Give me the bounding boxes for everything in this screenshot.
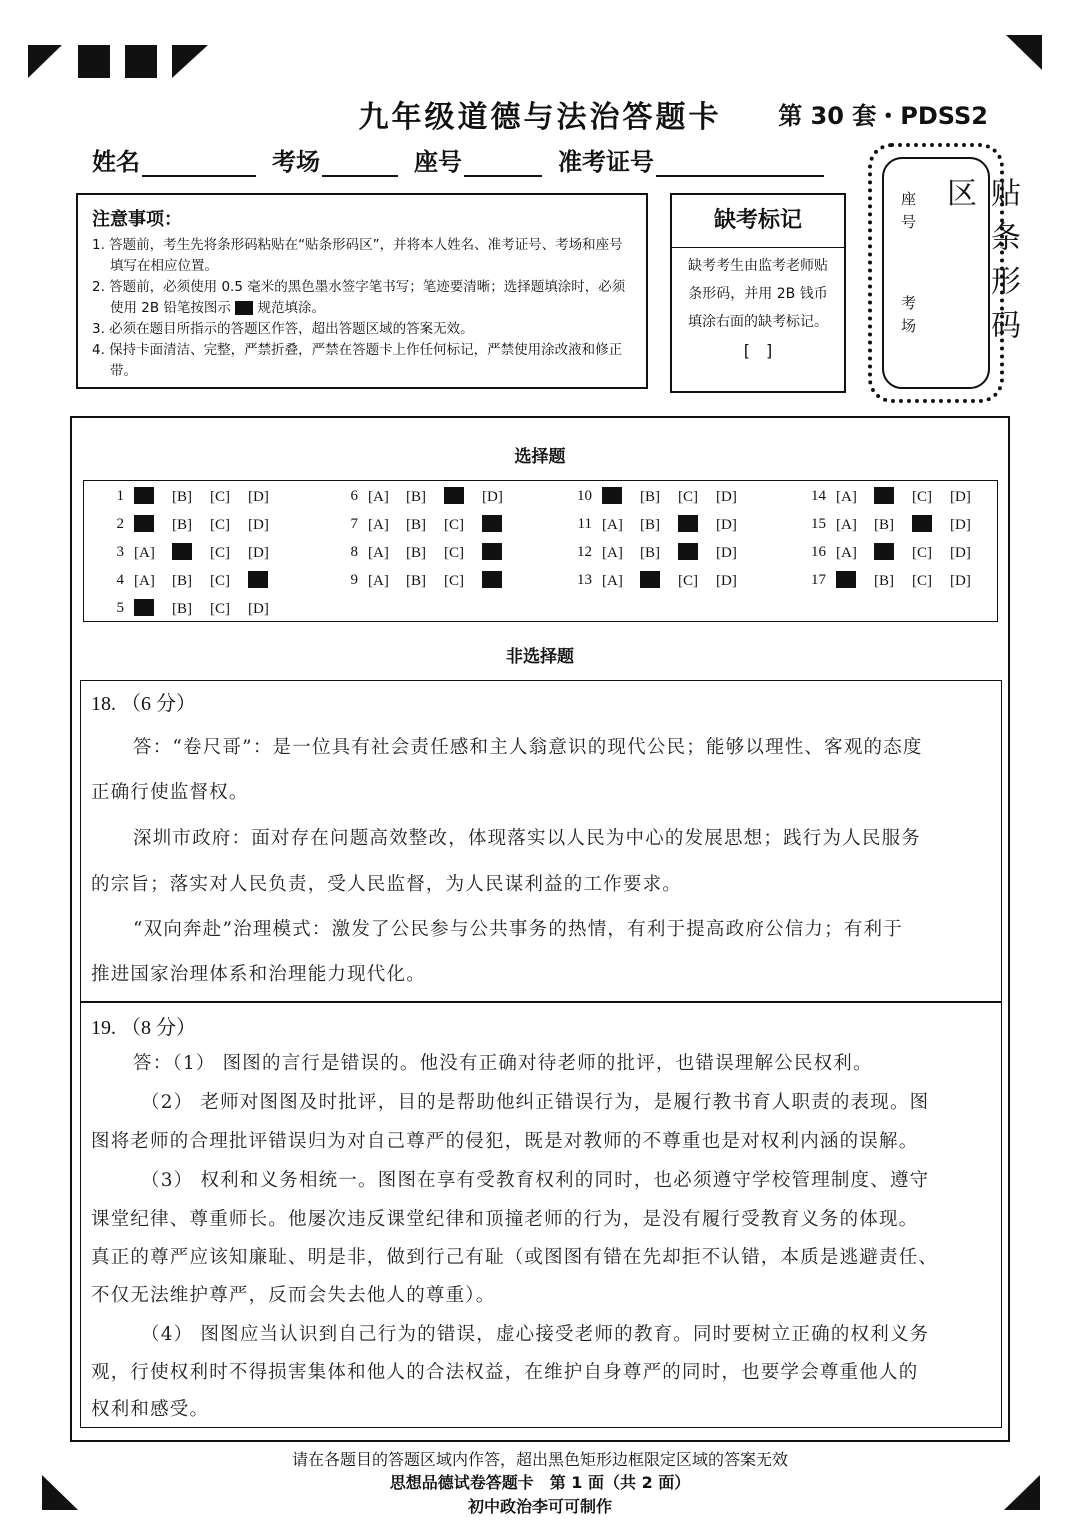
option-c[interactable]: [C]: [210, 488, 230, 505]
question-number: 16: [811, 544, 826, 560]
option-d[interactable]: [D]: [248, 488, 269, 505]
option-a[interactable]: [A]: [602, 572, 623, 589]
room-field[interactable]: [322, 147, 398, 177]
question-number: 10: [577, 488, 592, 504]
filled-bubble: [482, 515, 502, 532]
option-a[interactable]: [A]: [836, 488, 857, 505]
top-square-mark-1: [78, 45, 110, 78]
option-b[interactable]: [B]: [172, 488, 192, 505]
question-number: 6: [350, 488, 358, 504]
option-d-filled[interactable]: [482, 567, 520, 595]
option-b[interactable]: [B]: [172, 572, 192, 589]
option-a[interactable]: [A]: [368, 516, 389, 533]
student-info-row: [92, 142, 840, 177]
top-right-triangle-mark: [1006, 35, 1042, 70]
choice-question-5: [102, 594, 286, 622]
absent-checkbox[interactable]: [ ]: [743, 341, 773, 360]
answer-box-18[interactable]: [80, 680, 1002, 1002]
notice-item: 1. 答题前，考生先将条形码粘贴在“贴条形码区”，并将本人姓名、准考证号、考场和座号填写在相应位置。: [92, 237, 623, 274]
option-d[interactable]: [D]: [248, 544, 269, 561]
option-d-filled[interactable]: [482, 539, 520, 567]
absent-mark-box: [670, 193, 846, 393]
question-number: 11: [577, 516, 592, 532]
choice-question-2: [102, 510, 286, 538]
option-b[interactable]: [B]: [874, 516, 894, 533]
option-c-filled[interactable]: [678, 539, 716, 567]
option-d[interactable]: [D]: [716, 488, 737, 505]
option-c[interactable]: [C]: [210, 516, 230, 533]
filled-bubble: [836, 571, 856, 588]
option-c[interactable]: [C]: [210, 544, 230, 561]
option-d[interactable]: [D]: [248, 600, 269, 617]
option-c[interactable]: [C]: [912, 488, 932, 505]
notice-box: [76, 193, 648, 389]
filled-sample-mark: [235, 301, 253, 315]
filled-bubble: [134, 487, 154, 504]
question-number: 8: [350, 544, 358, 560]
answer-line: 正确行使监督权。: [91, 782, 249, 803]
answer-line: 不仅无法维护尊严，反而会失去他人的尊重）。: [91, 1285, 496, 1306]
footer-credit: 初中政治李可可制作: [467, 1497, 612, 1516]
option-a-filled[interactable]: [134, 483, 172, 511]
notice-item: 3. 必须在题目所指示的答题区作答，超出答题区域的答案无效。: [92, 321, 474, 337]
answer-line: 推进国家治理体系和治理能力现代化。: [91, 964, 426, 985]
question-number: 3: [116, 544, 124, 560]
option-a[interactable]: [A]: [134, 544, 155, 561]
answer-line: 深圳市政府：面对存在问题高效整改，体现落实以人民为中心的发展思想；践行为人民服务: [133, 828, 922, 849]
option-b[interactable]: [B]: [640, 488, 660, 505]
option-d[interactable]: [D]: [950, 516, 971, 533]
option-c[interactable]: [C]: [210, 600, 230, 617]
choice-question-1: [102, 482, 286, 510]
option-a-filled[interactable]: [134, 595, 172, 623]
filled-bubble: [482, 571, 502, 588]
choice-section-title: 选择题: [514, 447, 566, 467]
filled-bubble: [602, 487, 622, 504]
question-19-heading: 19. （8 分）: [91, 1017, 196, 1039]
choice-question-9: [336, 566, 520, 594]
option-d[interactable]: [D]: [248, 516, 269, 533]
barcode-zone[interactable]: [882, 157, 1020, 389]
option-a[interactable]: [A]: [368, 488, 389, 505]
answer-line: 图将老师的合理批评错误归为对自己尊严的侵犯，既是对教师的不尊重也是对权利内涵的误解。: [91, 1131, 919, 1152]
choice-question-16: [804, 538, 988, 566]
filled-bubble: [248, 571, 268, 588]
choice-question-14: [804, 482, 988, 510]
option-b-filled[interactable]: [172, 539, 210, 567]
option-b[interactable]: [B]: [406, 488, 426, 505]
option-d[interactable]: [D]: [950, 572, 971, 589]
question-number: 2: [116, 516, 124, 532]
choice-question-8: [336, 538, 520, 566]
seat-field[interactable]: [464, 147, 542, 177]
answer-box-19[interactable]: [80, 1002, 1002, 1428]
question-number: 5: [116, 600, 124, 616]
question-number: 7: [350, 516, 358, 532]
option-c-filled[interactable]: [912, 511, 950, 539]
option-b[interactable]: [B]: [172, 600, 192, 617]
answer-line: （3） 权利和义务相统一。图图在享有受教育权利的同时，也必须遵守学校管理制度、遵守: [141, 1170, 930, 1191]
absent-title: 缺考标记: [672, 195, 844, 248]
choice-question-7: [336, 510, 520, 538]
question-number: 15: [811, 516, 826, 532]
choice-question-13: [570, 566, 754, 594]
ticket-label: 准考证号: [558, 148, 654, 176]
option-c-filled[interactable]: [678, 511, 716, 539]
question-number: 1: [116, 488, 124, 504]
question-number: 17: [811, 572, 826, 588]
top-square-mark-2: [125, 45, 157, 78]
answer-line: （2） 老师对图图及时批评，目的是帮助他纠正错误行为，是履行教书育人职责的表现。图: [141, 1092, 930, 1113]
option-b-filled[interactable]: [874, 483, 912, 511]
filled-bubble: [482, 543, 502, 560]
option-b[interactable]: [B]: [406, 544, 426, 561]
barcode-label: 贴条形码区: [941, 177, 1020, 353]
choice-question-17: [804, 566, 988, 594]
option-d[interactable]: [D]: [950, 488, 971, 505]
question-number: 12: [577, 544, 592, 560]
option-c[interactable]: [C]: [444, 572, 464, 589]
option-d[interactable]: [D]: [482, 488, 503, 505]
answer-line: 答：（1） 图图的言行是错误的。他没有正确对待老师的批评，也错误理解公民权利。: [133, 1053, 873, 1074]
choice-grid: [83, 480, 998, 622]
option-a-filled[interactable]: [836, 567, 874, 595]
option-c[interactable]: [C]: [678, 572, 698, 589]
choice-question-4: [102, 566, 286, 594]
choice-question-3: [102, 538, 286, 566]
notice-item: 2. 答题前，必须使用 0.5 毫米的黑色墨水签字笔书写；笔迹要清晰；选择题填涂时，必须使用 2B 铅笔按图示 规范填涂。: [92, 279, 626, 316]
choice-question-6: [336, 482, 520, 510]
option-a[interactable]: [A]: [134, 572, 155, 589]
room-label: 考场: [272, 148, 320, 176]
name-field[interactable]: [142, 147, 256, 177]
name-label: 姓名: [92, 148, 140, 176]
absent-instructions: 缺考考生由监考老师贴条形码，并用 2B 钱币填涂右面的缺考标记。: [688, 258, 828, 330]
option-d-filled[interactable]: [248, 567, 286, 595]
option-a[interactable]: [A]: [602, 516, 623, 533]
filled-bubble: [134, 515, 154, 532]
answer-line: 课堂纪律、尊重师长。他屡次违反课堂纪律和顶撞老师的行为，是没有履行受教育义务的体现。: [91, 1209, 919, 1230]
answer-line: 权利和感受。: [91, 1399, 210, 1420]
filled-bubble: [172, 543, 192, 560]
option-c-filled[interactable]: [444, 483, 482, 511]
option-a-filled[interactable]: [602, 483, 640, 511]
option-b[interactable]: [B]: [406, 572, 426, 589]
option-b-filled[interactable]: [640, 567, 678, 595]
filled-bubble: [912, 515, 932, 532]
barcode-seat-label: 座号: [899, 191, 917, 237]
option-a[interactable]: [A]: [836, 544, 857, 561]
answer-line: （4） 图图应当认识到自己行为的错误，虚心接受老师的教育。同时要树立正确的权利义务: [141, 1324, 930, 1345]
filled-bubble: [874, 487, 894, 504]
top-left-triangle-mark: [28, 45, 62, 78]
option-b-filled[interactable]: [874, 539, 912, 567]
question-number: 4: [116, 572, 124, 588]
answer-line: 的宗旨；落实对人民负责，受人民监督，为人民谋利益的工作要求。: [91, 874, 683, 895]
answer-line: “双向奔赴”治理模式：激发了公民参与公共事务的热情，有利于提高政府公信力；有利于: [133, 919, 903, 940]
option-b[interactable]: [B]: [640, 516, 660, 533]
option-c[interactable]: [C]: [678, 488, 698, 505]
filled-bubble: [678, 515, 698, 532]
footer-warning: 请在各题目的答题区域内作答，超出黑色矩形边框限定区域的答案无效: [291, 1450, 788, 1469]
option-a-filled[interactable]: [134, 511, 172, 539]
nonchoice-section-title: 非选择题: [506, 647, 574, 667]
option-a[interactable]: [A]: [368, 544, 389, 561]
filled-bubble: [678, 543, 698, 560]
barcode-room-label: 考场: [899, 295, 917, 341]
question-18-heading: 18. （6 分）: [91, 693, 196, 715]
option-c[interactable]: [C]: [912, 572, 932, 589]
option-c[interactable]: [C]: [444, 544, 464, 561]
choice-question-15: [804, 510, 988, 538]
filled-bubble: [874, 543, 894, 560]
option-b[interactable]: [B]: [640, 544, 660, 561]
option-a[interactable]: [A]: [836, 516, 857, 533]
option-a[interactable]: [A]: [602, 544, 623, 561]
option-d[interactable]: [D]: [716, 544, 737, 561]
question-number: 13: [577, 572, 592, 588]
notice-title: 注意事项：: [92, 209, 182, 230]
choice-question-10: [570, 482, 754, 510]
option-d[interactable]: [D]: [950, 544, 971, 561]
option-c[interactable]: [C]: [912, 544, 932, 561]
option-d[interactable]: [D]: [716, 572, 737, 589]
answer-line: 答：“卷尺哥”：是一位具有社会责任感和主人翁意识的现代公民；能够以理性、客观的态度: [133, 737, 923, 758]
ticket-field[interactable]: [656, 147, 824, 177]
option-c[interactable]: [C]: [210, 572, 230, 589]
option-b[interactable]: [B]: [172, 516, 192, 533]
page-title: 九年级道德与法治答题卡: [358, 100, 722, 135]
choice-question-12: [570, 538, 754, 566]
question-number: 9: [350, 572, 358, 588]
option-c[interactable]: [C]: [444, 516, 464, 533]
answer-line: 观，行使权利时不得损害集体和他人的合法权益，在维护自身尊严的同时，也要学会尊重他人的: [91, 1362, 919, 1383]
option-b[interactable]: [B]: [406, 516, 426, 533]
set-number: 第 30 套・PDSS2: [778, 102, 988, 130]
filled-bubble: [444, 487, 464, 504]
choice-question-11: [570, 510, 754, 538]
seat-label: 座号: [414, 148, 462, 176]
filled-bubble: [134, 599, 154, 616]
top-triangle-mark-2: [172, 45, 208, 78]
option-d-filled[interactable]: [482, 511, 520, 539]
filled-bubble: [640, 571, 660, 588]
notice-item: 4. 保持卡面清洁、完整，严禁折叠，严禁在答题卡上作任何标记，严禁使用涂改液和修正带。: [92, 342, 623, 379]
question-number: 14: [811, 488, 826, 504]
option-b[interactable]: [B]: [874, 572, 894, 589]
footer-page-info: 思想品德试卷答题卡 第 1 面（共 2 面）: [389, 1473, 691, 1492]
answer-line: 真正的尊严应该知廉耻、明是非，做到行己有耻（或图图有错在先却拒不认错，本质是逃避责任、: [91, 1247, 939, 1268]
option-a[interactable]: [A]: [368, 572, 389, 589]
option-d[interactable]: [D]: [716, 516, 737, 533]
